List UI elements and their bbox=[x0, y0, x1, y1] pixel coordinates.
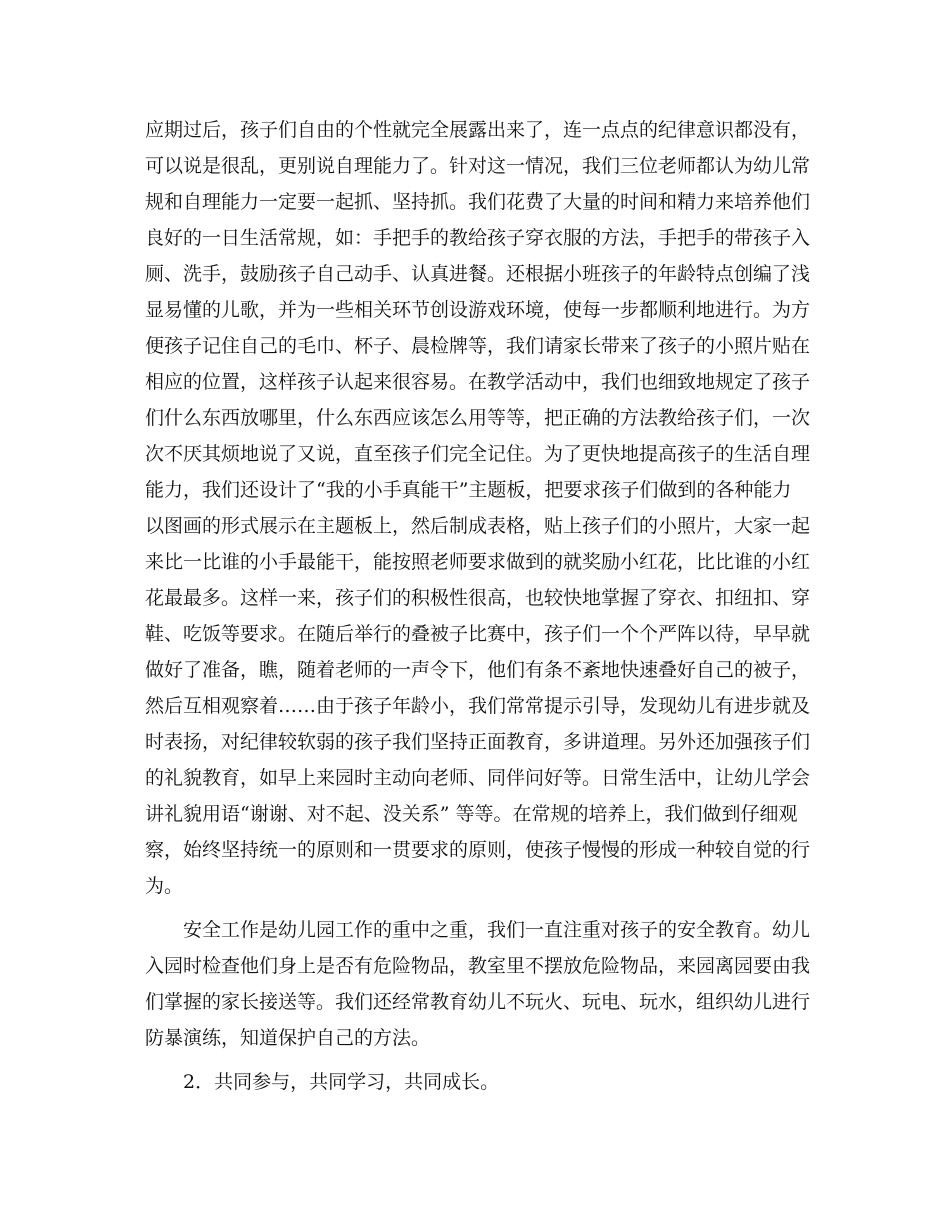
text-line: 便孩子记住自己的毛巾、杯子、晨检牌等，我们请家长带来了孩子的小照片贴在 bbox=[145, 335, 811, 357]
text-line: 显易懂的儿歌，并为一些相关环节创设游戏环境，使每一步都顺利地进行。为方 bbox=[145, 299, 811, 321]
text-line: 良好的一日生活常规，如：手把手的教给孩子穿衣服的方法，手把手的带孩子入 bbox=[145, 227, 811, 249]
text-line: 以图画的形式展示在主题板上，然后制成表格，贴上孩子们的小照片，大家一起 bbox=[145, 515, 811, 537]
text-line: 可以说是很乱，更别说自理能力了。针对这一情况，我们三位老师都认为幼儿常 bbox=[145, 155, 811, 177]
text-line: 相应的位置，这样孩子认起来很容易。在教学活动中，我们也细致地规定了孩子 bbox=[145, 371, 811, 393]
text-line: 次不厌其烦地说了又说，直至孩子们完全记住。为了更快地提高孩子的生活自理 bbox=[145, 443, 811, 465]
text-line: 做好了准备，瞧，随着老师的一声令下，他们有条不紊地快速叠好自己的被子， bbox=[145, 659, 811, 681]
text-line: 防暴演练，知道保护自己的方法。 bbox=[145, 1027, 431, 1049]
text-line: 花最最多。这样一来，孩子们的积极性很高，也较快地掌握了穿衣、扣纽扣、穿 bbox=[145, 587, 811, 609]
paragraph-spacer bbox=[145, 1056, 805, 1064]
text-line: 能力，我们还设计了“我的小手真能干”主题板，把要求孩子们做到的各种能力 bbox=[145, 479, 792, 501]
paragraph-safety bbox=[145, 912, 811, 1056]
text-line: 鞋、吃饭等要求。在随后举行的叠被子比赛中，孩子们一个个严阵以待，早早就 bbox=[145, 623, 811, 645]
text-line: 们掌握的家长接送等。我们还经常教育幼儿不玩火、玩电、玩水，组织幼儿进行 bbox=[145, 991, 811, 1013]
text-line: 厕、洗手，鼓励孩子自己动手、认真进餐。还根据小班孩子的年龄特点创编了浅 bbox=[145, 263, 811, 285]
text-line: 为。 bbox=[145, 875, 184, 897]
text-line: 安全工作是幼儿园工作的重中之重，我们一直注重对孩子的安全教育。幼儿 bbox=[145, 919, 811, 941]
text-line: 讲礼貌用语“谢谢、对不起、没关系” 等等。在常规的培养上，我们做到仔细观 bbox=[145, 803, 798, 825]
text-line: 们什么东西放哪里，什么东西应该怎么用等等，把正确的方法教给孩子们，一次 bbox=[145, 407, 811, 429]
section-heading: 2．共同参与，共同学习，共同成长。 bbox=[145, 1071, 500, 1093]
paragraph-daily-routine bbox=[145, 112, 811, 904]
text-line: 的礼貌教育，如早上来园时主动向老师、同伴问好等。日常生活中，让幼儿学会 bbox=[145, 767, 811, 789]
text-line: 规和自理能力一定要一起抓、坚持抓。我们花费了大量的时间和精力来培养他们 bbox=[145, 191, 811, 213]
text-line: 时表扬，对纪律较软弱的孩子我们坚持正面教育，多讲道理。另外还加强孩子们 bbox=[145, 731, 811, 753]
text-line: 应期过后，孩子们自由的个性就完全展露出来了，连一点点的纪律意识都没有， bbox=[145, 119, 811, 141]
text-line: 然后互相观察着……由于孩子年龄小，我们常常提示引导，发现幼儿有进步就及 bbox=[145, 695, 811, 717]
text-line: 入园时检查他们身上是否有危险物品，教室里不摆放危险物品，来园离园要由我 bbox=[145, 955, 811, 977]
document-body bbox=[145, 112, 811, 1100]
paragraph-spacer bbox=[145, 904, 805, 912]
text-line: 察，始终坚持统一的原则和一贯要求的原则，使孩子慢慢的形成一种较自觉的行 bbox=[145, 839, 811, 861]
text-line: 来比一比谁的小手最能干，能按照老师要求做到的就奖励小红花，比比谁的小红 bbox=[145, 551, 811, 573]
